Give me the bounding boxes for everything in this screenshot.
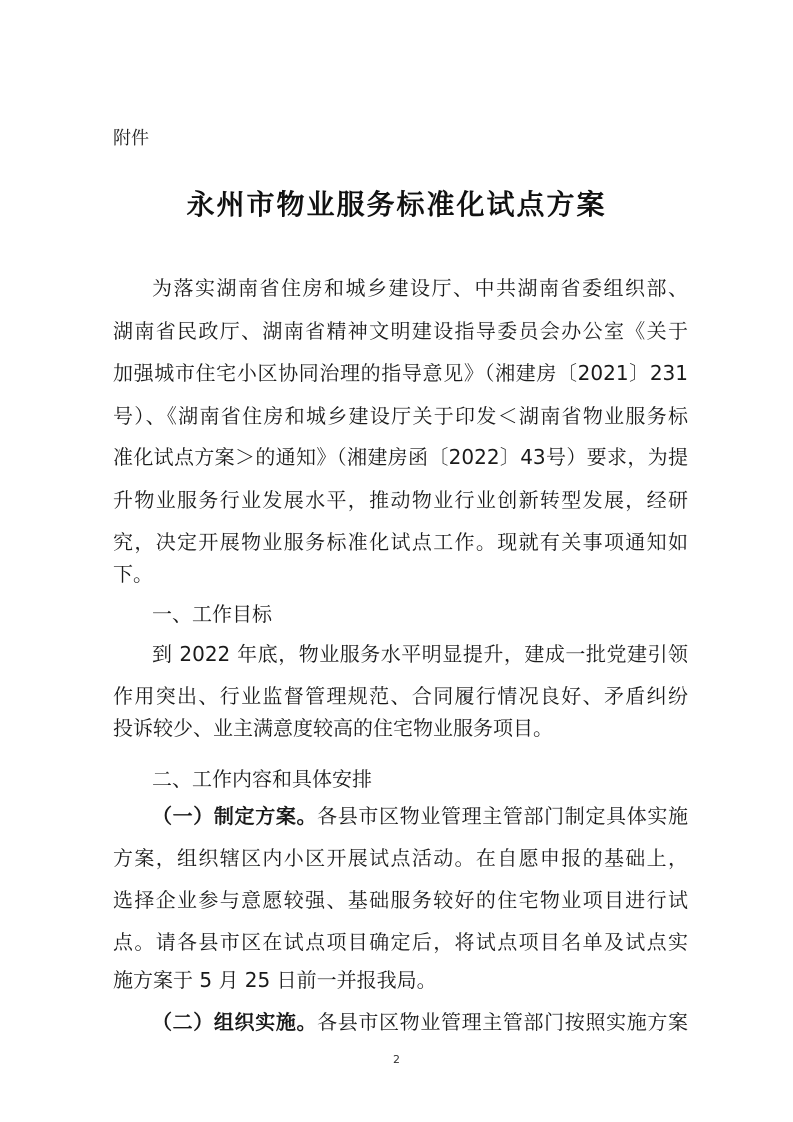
item1-line: 施方案于 5 月 25 日前一并报我局。: [113, 968, 437, 992]
intro-line: 准化试点方案＞的通知》（湘建房函〔2022〕43号）要求，为提: [113, 445, 688, 469]
intro-line: 湖南省民政厅、湖南省精神文明建设指导委员会办公室《关于: [113, 319, 688, 343]
item1-line: 方案，组织辖区内小区开展试点活动。在自愿申报的基础上，: [113, 846, 688, 870]
intro-line: 升物业服务行业发展水平，推动物业行业创新转型发展，经研: [113, 488, 688, 512]
intro-line: 号）、《湖南省住房和城乡建设厅关于印发＜湖南省物业服务标: [113, 404, 688, 428]
intro-line: 为落实湖南省住房和城乡建设厅、中共湖南省委组织部、: [152, 276, 688, 300]
item1-first-line: [152, 800, 688, 829]
item2-text: 各县市区物业管理主管部门按照实施方案: [317, 1010, 689, 1034]
item1-line: 选择企业参与意愿较强、基础服务较好的住宅物业项目进行试: [113, 888, 688, 912]
section2-heading: 二、工作内容和具体安排: [152, 767, 372, 791]
document-title: 永州市物业服务标准化试点方案: [186, 188, 607, 221]
section1-line: 投诉较少、业主满意度较高的住宅物业服务项目。: [113, 716, 553, 740]
item1-line: 点。请各县市区在试点项目确定后，将试点项目名单及试点实: [113, 930, 688, 954]
item1-label: （一）制定方案。: [152, 804, 318, 828]
section1-line: 作用突出、行业监督管理规范、合同履行情况良好、矛盾纠纷: [113, 684, 688, 708]
intro-line: 下。: [113, 562, 153, 586]
attachment-label: 附件: [113, 128, 149, 149]
item2-label: （二）组织实施。: [152, 1010, 318, 1034]
section1-heading: 一、工作目标: [152, 602, 272, 626]
section1-line: 到 2022 年底，物业服务水平明显提升，建成一批党建引领: [152, 642, 688, 666]
intro-line: 加强城市住宅小区协同治理的指导意见》（湘建房〔2021〕231: [113, 361, 688, 385]
item1-text: 各县市区物业管理主管部门制定具体实施: [317, 804, 689, 828]
item2-first-line: [152, 1006, 688, 1035]
page-number: 2: [393, 1053, 400, 1066]
intro-line: 究，决定开展物业服务标准化试点工作。现就有关事项通知如: [113, 530, 688, 554]
